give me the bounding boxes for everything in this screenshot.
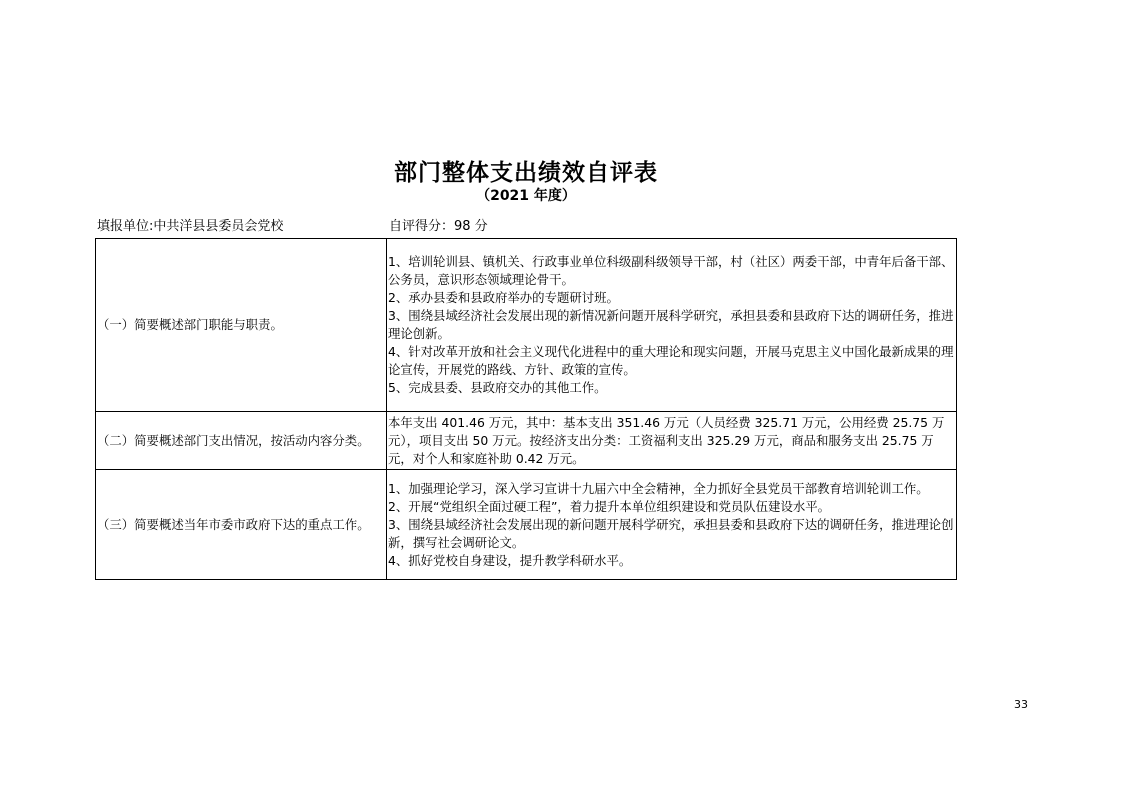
row-label: （二）简要概述部门支出情况，按活动内容分类。	[96, 412, 387, 470]
document-subtitle: （2021 年度）	[476, 188, 576, 204]
evaluation-table	[95, 238, 957, 580]
table-row	[96, 470, 957, 580]
self-evaluation-score: 自评得分：98 分	[389, 219, 488, 234]
content-line: 3、围绕县域经济社会发展出现的新情况新问题开展科学研究，承担县委和县政府下达的调研任务，推进理论创新。	[388, 308, 954, 341]
row-content	[387, 412, 957, 470]
document-title: 部门整体支出绩效自评表	[394, 160, 658, 186]
content-line: 4、抓好党校自身建设，提升教学科研水平。	[388, 552, 632, 568]
table-row	[96, 412, 957, 470]
row-content	[387, 239, 957, 412]
content-line: 3、围绕县域经济社会发展出现的新问题开展科学研究，承担县委和县政府下达的调研任务，推进理论创新，撰写社会调研论文。	[388, 516, 954, 550]
content-line: 1、加强理论学习，深入学习宣讲十九届六中全会精神，全力抓好全县党员干部教育培训轮训工作。	[388, 480, 929, 496]
content-line: 1、培训轮训县、镇机关、行政事业单位科级副科级领导干部，村（社区）两委干部，中青年后备干部、公务员，意识形态领域理论骨干。	[388, 254, 954, 287]
content-line: 本年支出 401.46 万元，其中：基本支出 351.46 万元（人员经费 325.71 万元，公用经费 25.75 万元），项目支出 50 万元。按经济支出分类：工资福利支出 325.29 万元，商品和服务支出 25.75 万元，对个人和家庭补助 0.42 万元。	[388, 414, 945, 466]
content-line: 5、完成县委、县政府交办的其他工作。	[388, 380, 607, 395]
row-label: （三）简要概述当年市委市政府下达的重点工作。	[96, 470, 387, 580]
content-line: 4、针对改革开放和社会主义现代化进程中的重大理论和现实问题，开展马克思主义中国化最新成果的理论宣传，开展党的路线、方针、政策的宣传。	[388, 344, 954, 377]
page-number: 33	[1014, 698, 1028, 711]
content-line: 2、承办县委和县政府举办的专题研讨班。	[388, 290, 619, 305]
row-label: （一）简要概述部门职能与职责。	[96, 239, 387, 412]
content-line: 2、开展“党组织全面过硬工程”，着力提升本单位组织建设和党员队伍建设水平。	[388, 498, 831, 514]
reporting-unit: 填报单位:中共洋县县委员会党校	[97, 219, 284, 234]
row-content	[387, 470, 957, 580]
table-row	[96, 239, 957, 412]
